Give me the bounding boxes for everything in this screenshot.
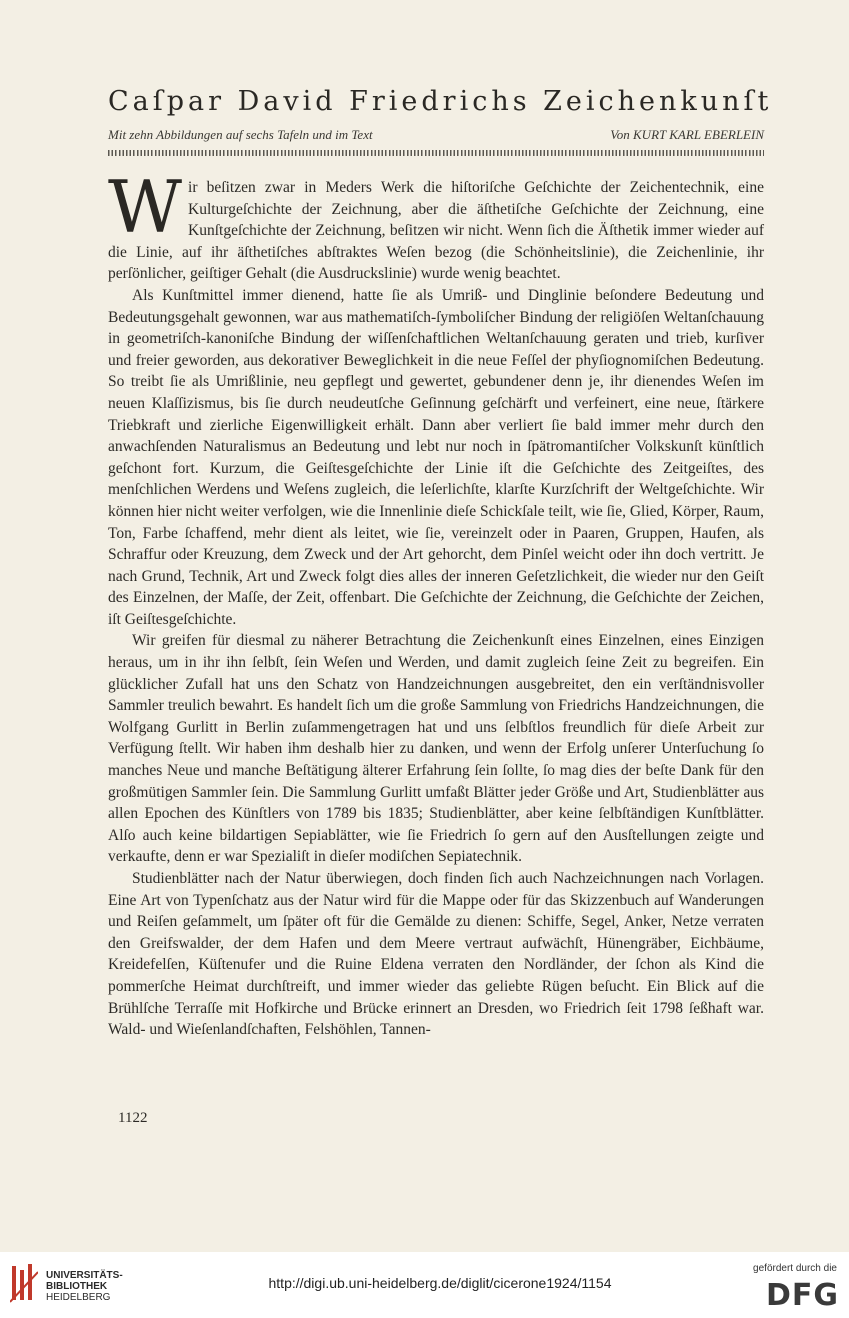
paragraph-text: ir beſitzen zwar in Meders Werk die hiſtoriſche Geſchichte der Zeichentechnik, eine Kulturgeſchichte der Zeichnung, aber die äſthetiſche Geſchichte der Zeichnung, eine Kunſtgeſchichte der Zeichnung, beſitzen wir nicht. Wenn ſich die Äſthetik immer wieder auf die Linie, auf ihr äſthetiſches abſtraktes Weſen bezog (die Schönheitslinie), die Zeichenlinie, ihr perſönlicher, geiſtiger Gehalt (die Ausdruckslinie) wurde wenig beachtet. <box>108 179 764 283</box>
article-title: Caſpar David Friedrichs Zeichenkunſt <box>108 86 773 117</box>
page-number: 1122 <box>118 1110 148 1126</box>
library-line: UNIVERSITÄTS- <box>46 1270 123 1281</box>
article-subtitle: Mit zehn Abbildungen auf sechs Tafeln und im Text <box>108 127 373 142</box>
article-author: Von KURT KARL EBERLEIN <box>610 127 764 142</box>
drop-cap: W <box>108 165 183 249</box>
decorative-dotted-rule <box>108 150 764 156</box>
funding-caption: gefördert durch die <box>753 1263 837 1274</box>
paragraph: Wir greifen für diesmal zu näherer Betrachtung die Zeichenkunſt eines Einzelnen, eines Einzigen heraus, um in ihr ihn ſelbſt, ſein Weſen und Werden, und damit zugleich ſeine Zeit zu begreifen. Ein glücklicher Zufall hat uns den Schatz von Handzeichnungen ausgebreitet, den ein verſtändnisvoller Sammler treulich bewahrt. Es handelt ſich um die große Sammlung von Friedrichs Handzeichnungen, die Wolfgang Gurlitt in Berlin zuſammengetragen hat und uns ſelbſtlos freundlich für dieſe Arbeit zur Verfügung ſtellt. Wir haben ihm deshalb hier zu danken, und wenn der Erfolg unſerer Unterſuchung ſo manches Neue und manche Beſtätigung älterer Erfahrung ſein ſollte, ſo mag dies der beſte Dank für den großmütigen Sammler ſein. Die Sammlung Gurlitt umfaßt Blätter jeder Größe und Art, Studienblätter aus allen Epochen des Künſtlers von 1789 bis 1835; Studienblätter, aber keine ſelbſtändigen Kunſtblätter. Alſo auch keine bildartigen Sepiablätter, wie ſie Friedrich ſo gern auf den Ausſtellungen zeigte und verkaufte, denn er war Spezialiſt in dieſer modiſchen Sepiatechnik. <box>108 632 764 866</box>
article-body <box>108 165 764 1041</box>
dfg-logo-icon: DFG <box>765 1278 839 1313</box>
library-name <box>46 1270 123 1303</box>
source-url-link[interactable]: http://digi.ub.uni-heidelberg.de/diglit/cicerone1924/1154 <box>268 1275 612 1291</box>
library-line: HEIDELBERG <box>46 1292 111 1303</box>
library-line: BIBLIOTHEK <box>46 1281 108 1292</box>
ub-heidelberg-logo-icon <box>10 1262 38 1306</box>
paragraph: Studienblätter nach der Natur überwiegen, doch finden ſich auch Nachzeichnungen nach Vorlagen. Eine Art von Typenſchatz aus der Natur wird für die Mappe oder für das Skizzenbuch auf Wanderungen und Reiſen geſammelt, um ſpäter oft für die Gemälde zu dienen: Schiffe, Segel, Anker, Netze verraten den Greifswalder, der dem Hafen und dem Meere vertraut aufwächſt, Hünengräber, Eichbäume, Kreidefelſen, Küſtenufer und die Ruine Eldena verraten den Nordländer, der ſchon als Kind die pommerſche Heimat durchſtreift, und immer wieder das geliebte Rügen beſucht. Ein Blick auf die Brühlſche Terraſſe mit Hofkirche und Brücke erinnert an Dresden, wo Friedrich ſeit 1798 ſeßhaft war. Wald- und Wieſenlandſchaften, Felshöhlen, Tannen- <box>108 870 764 1039</box>
paragraph <box>108 165 764 285</box>
paragraph: Als Kunſtmittel immer dienend, hatte ſie als Umriß- und Dinglinie beſondere Bedeutung und Bedeutungsgehalt gewonnen, war aus mathematiſch-ſymboliſcher Bindung der religiöſen Weltanſchauung in geometriſch-kanoniſche Bindung der wiſſenſchaftlichen Weltanſchauung geraten und trieb, kurſiver und freier geworden, aus dekorativer Beweglichkeit in die neue Feſſel der phyſiognomiſchen Bedeutung. So treibt ſie als Umrißlinie, neu gepflegt und gewertet, gebundener denn je, ihr dienendes Weſen im neuen Klaſſizismus, bis ſie durch neudeutſche Geſinnung geſchärft und verfeinert, eine neue, ſtärkere Triebkraft und zierliche Eigenwilligkeit erhält. Dann aber verliert ſie bald immer mehr durch den anwachſenden Naturalismus an Bedeutung und lebt nur noch in ſpätromantiſcher Volkskunſt künſtlich geſchont fort. Kurzum, die Geiſtesgeſchichte der Linie iſt die Geſchichte des Zeitgeiſtes, des menſchlichen Werdens und Weſens zugleich, die leſerlichſte, klarſte Kurzſchrift der Weltgeſchichte. Wir können hier nicht weiter verfolgen, wie die Innenlinie dieſe Schickſale teilt, wie ſie, Glied, Körper, Raum, Ton, Farbe ſchaffend, mehr dient als leitet, wie ſie, vereinzelt oder in Paaren, Gruppen, Haufen, als Schraffur oder Kreuzung, dem Zweck und der Art gehorcht, dem Pinſel weicht oder ihn doch vertritt. Je nach Grund, Technik, Art und Zweck folgt dies alles der inneren Geſetzlichkeit, die wieder nur den Geiſt des Einzelnen, der Maſſe, der Zeit, offenbart. Die Geſchichte der Zeichnung, die Geſchichte der Zeichen, iſt Geiſtesgeſchichte. <box>108 286 764 628</box>
